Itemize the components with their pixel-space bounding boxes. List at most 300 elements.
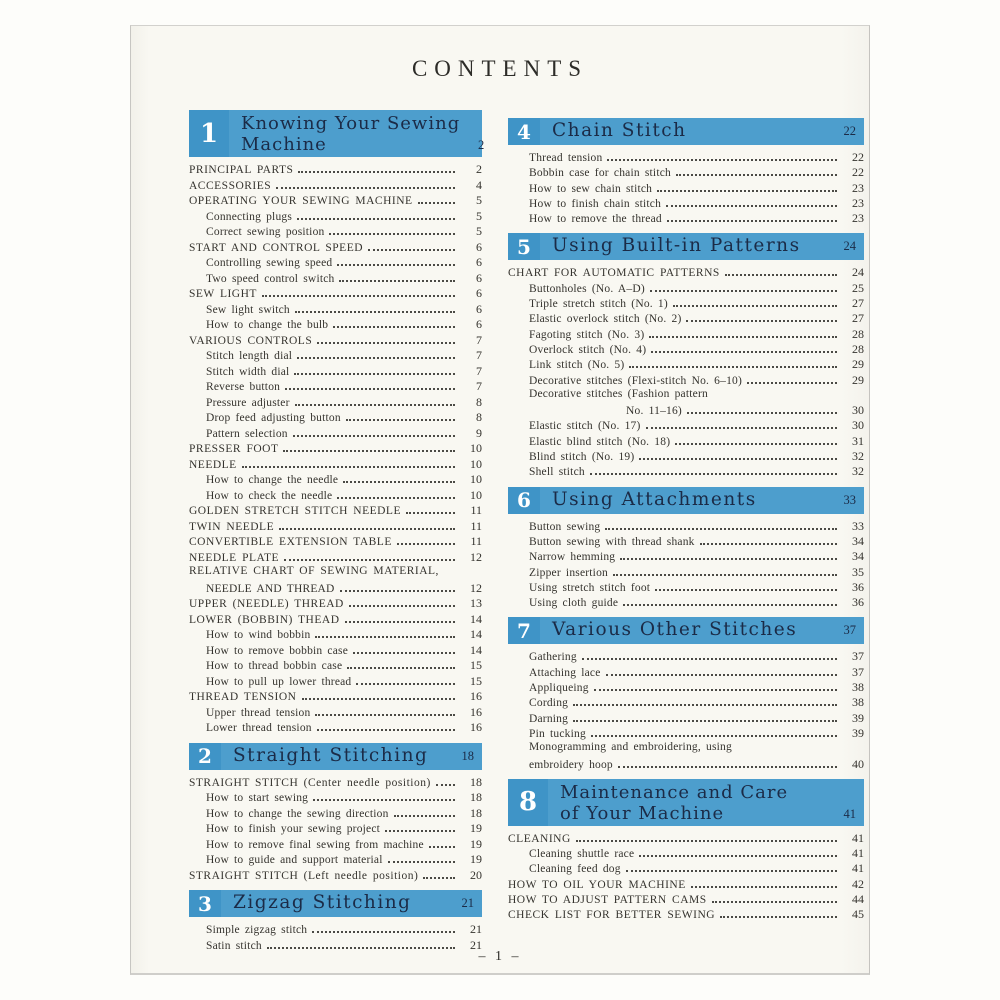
toc-entry-row bbox=[189, 333, 482, 349]
toc-entry-row bbox=[189, 790, 482, 806]
toc-entry-label: GOLDEN STRETCH STITCH NEEDLE bbox=[189, 505, 401, 517]
toc-entry-row bbox=[508, 196, 864, 211]
toc-entry-page: 10 bbox=[470, 472, 482, 486]
toc-section bbox=[508, 233, 864, 479]
toc-entry-label: Upper thread tension bbox=[206, 706, 311, 719]
section-header-bar bbox=[189, 743, 482, 770]
toc-entry-page: 23 bbox=[852, 211, 864, 226]
dot-leader bbox=[655, 589, 837, 591]
section-entries bbox=[189, 162, 482, 736]
section-entries bbox=[508, 831, 864, 923]
toc-entry-label: Pressure adjuster bbox=[206, 396, 290, 409]
section-title: Straight Stitching bbox=[233, 744, 429, 766]
toc-entry-label: NEEDLE PLATE bbox=[189, 551, 280, 564]
toc-entry-page: 7 bbox=[476, 363, 482, 378]
toc-entry-page: 16 bbox=[470, 720, 482, 734]
toc-section bbox=[189, 110, 485, 736]
dot-leader bbox=[345, 621, 456, 623]
section-page-number: 37 bbox=[843, 623, 856, 638]
dot-leader bbox=[594, 689, 837, 691]
toc-entry-row bbox=[189, 775, 482, 791]
toc-section bbox=[508, 779, 864, 923]
dot-leader bbox=[295, 311, 455, 313]
toc-entry-row bbox=[508, 680, 864, 695]
section-page-number: 18 bbox=[461, 748, 474, 763]
dot-leader bbox=[712, 901, 837, 903]
toc-entry-label: How to finish chain stitch bbox=[529, 197, 662, 210]
toc-entry-row bbox=[508, 695, 864, 710]
toc-entry-row bbox=[508, 265, 864, 280]
toc-entry-row bbox=[508, 418, 864, 433]
toc-entry-row bbox=[189, 565, 482, 581]
toc-entry-label: LOWER (BOBBIN) THEAD bbox=[189, 613, 340, 626]
toc-entry-label: Appliqueing bbox=[529, 682, 589, 695]
toc-entry-page: 18 bbox=[470, 790, 482, 804]
toc-entry-page: 40 bbox=[852, 756, 864, 771]
toc-section bbox=[189, 743, 482, 884]
dot-leader bbox=[346, 419, 455, 421]
dot-leader bbox=[650, 290, 837, 292]
dot-leader bbox=[368, 249, 455, 251]
dot-leader bbox=[591, 735, 837, 737]
toc-entry-label: Button sewing bbox=[529, 520, 601, 533]
toc-entry-label: Decorative stitches (Flexi-stitch No. 6–10) bbox=[529, 374, 743, 387]
section-entries bbox=[189, 775, 482, 884]
section-number-badge: 2 bbox=[189, 743, 221, 770]
toc-entry-page: 9 bbox=[476, 425, 482, 440]
toc-entry-label: Fagoting stitch (No. 3) bbox=[529, 328, 645, 341]
toc-entry-row bbox=[189, 441, 482, 457]
toc-entry-row bbox=[508, 861, 864, 876]
toc-entry-label: PRESSER FOOT bbox=[189, 443, 279, 455]
toc-entry-row bbox=[508, 388, 864, 403]
section-title: Chain Stitch bbox=[552, 120, 687, 141]
toc-entry-page: 23 bbox=[852, 180, 864, 195]
section-header-bar bbox=[189, 890, 482, 917]
toc-entry-page: 35 bbox=[852, 564, 864, 579]
dot-leader bbox=[297, 357, 455, 359]
dot-leader bbox=[686, 320, 837, 322]
section-header-bar bbox=[508, 118, 864, 145]
section-header-bar bbox=[189, 110, 485, 157]
toc-entry-page: 22 bbox=[852, 165, 864, 180]
section-number-badge: 3 bbox=[189, 890, 221, 917]
toc-column-right bbox=[508, 118, 864, 923]
toc-entry-page: 5 bbox=[476, 208, 482, 223]
toc-entry-row bbox=[508, 907, 864, 922]
toc-entry-label: STRAIGHT STITCH (Center needle position) bbox=[189, 776, 431, 789]
toc-entry-row bbox=[189, 550, 482, 566]
toc-entry-label: Elastic overlock stitch (No. 2) bbox=[529, 313, 682, 326]
toc-section bbox=[508, 617, 864, 771]
toc-entry-label: How to remove final sewing from machine bbox=[206, 838, 424, 851]
section-number-badge: 8 bbox=[508, 779, 548, 826]
toc-entry-label: Correct sewing position bbox=[206, 226, 325, 238]
toc-entry-page: 23 bbox=[852, 195, 864, 210]
toc-entry-label: Overlock stitch (No. 4) bbox=[529, 343, 647, 356]
toc-entry-page: 6 bbox=[476, 239, 482, 254]
toc-entry-row bbox=[189, 193, 482, 209]
toc-entry-label: Drop feed adjusting button bbox=[206, 412, 341, 424]
toc-entry-page: 6 bbox=[476, 270, 482, 285]
toc-entry-page: 18 bbox=[470, 774, 482, 789]
toc-entry-row bbox=[508, 373, 864, 388]
dot-leader bbox=[333, 326, 455, 328]
toc-entry-page: 38 bbox=[852, 695, 864, 710]
toc-entry-label: Decorative stitches (Fashion pattern bbox=[529, 387, 708, 400]
toc-entry-page: 12 bbox=[470, 580, 482, 595]
toc-entry-page: 10 bbox=[470, 487, 482, 502]
toc-entry-row bbox=[508, 846, 864, 861]
dot-leader bbox=[284, 559, 455, 561]
toc-entry-label: Simple zigzag stitch bbox=[206, 924, 308, 936]
toc-entry-row bbox=[189, 162, 482, 178]
dot-leader bbox=[317, 729, 455, 731]
toc-entry-row bbox=[189, 317, 482, 333]
toc-entry-row bbox=[189, 596, 482, 612]
toc-entry-page: 30 bbox=[852, 418, 864, 433]
dot-leader bbox=[285, 388, 455, 390]
toc-entry-page: 14 bbox=[470, 627, 482, 641]
toc-entry-label: Gathering bbox=[529, 651, 577, 664]
toc-entry-label: Link stitch (No. 5) bbox=[529, 359, 625, 372]
toc-entry-label: CHART FOR AUTOMATIC PATTERNS bbox=[508, 267, 720, 280]
toc-entry-label: Thread tension bbox=[529, 152, 603, 164]
dot-leader bbox=[657, 190, 837, 192]
dot-leader bbox=[649, 336, 837, 338]
dot-leader bbox=[279, 528, 455, 530]
toc-entry-page: 20 bbox=[470, 867, 482, 882]
toc-entry-row bbox=[189, 852, 482, 868]
toc-section bbox=[508, 118, 864, 226]
dot-leader bbox=[747, 382, 837, 384]
section-title: Using Built-in Patterns bbox=[552, 235, 801, 257]
toc-entry-row bbox=[508, 549, 864, 564]
toc-entry-label: STRAIGHT STITCH (Left needle position) bbox=[189, 869, 419, 882]
dot-leader bbox=[315, 636, 455, 638]
dot-leader bbox=[298, 171, 455, 173]
toc-entry-row bbox=[508, 211, 864, 226]
toc-entry-label: NEEDLE bbox=[189, 458, 237, 471]
section-title: Knowing Your Sewing Machine bbox=[241, 113, 461, 155]
toc-entry-row bbox=[189, 658, 482, 674]
toc-entry-label: How to change the bulb bbox=[206, 319, 329, 331]
dot-leader bbox=[423, 877, 455, 879]
toc-entry-label: Buttonholes (No. A–D) bbox=[529, 282, 645, 295]
section-page-number: 33 bbox=[843, 492, 856, 507]
toc-entry-row bbox=[189, 503, 482, 519]
dot-leader bbox=[349, 605, 455, 607]
toc-entry-row bbox=[508, 150, 864, 165]
toc-entry-label: Elastic stitch (No. 17) bbox=[529, 420, 641, 433]
toc-entry-label: Narrow hemming bbox=[529, 551, 616, 564]
toc-entry-label: THREAD TENSION bbox=[189, 691, 297, 703]
toc-entry-page: 31 bbox=[852, 433, 864, 448]
toc-section bbox=[508, 487, 864, 611]
toc-entry-page: 19 bbox=[470, 852, 482, 866]
toc-entry-row bbox=[508, 342, 864, 357]
document-page bbox=[130, 25, 870, 975]
toc-entry-page: 27 bbox=[852, 296, 864, 311]
toc-entry-page: 16 bbox=[470, 704, 482, 719]
toc-entry-page: 16 bbox=[470, 689, 482, 703]
dot-leader bbox=[343, 481, 455, 483]
toc-entry-page: 29 bbox=[852, 357, 864, 372]
dot-leader bbox=[720, 916, 837, 918]
dot-leader bbox=[613, 574, 837, 576]
toc-entry-label: Pin tucking bbox=[529, 727, 586, 740]
dot-leader bbox=[312, 931, 455, 933]
dot-leader bbox=[356, 683, 455, 685]
dot-leader bbox=[337, 264, 455, 266]
toc-entry-row bbox=[189, 240, 482, 256]
dot-leader bbox=[582, 658, 837, 660]
toc-entry-page: 8 bbox=[476, 394, 482, 409]
toc-entry-row bbox=[508, 565, 864, 580]
toc-entry-row bbox=[189, 348, 482, 364]
dot-leader bbox=[302, 698, 456, 700]
toc-entry-row bbox=[508, 327, 864, 342]
dot-leader bbox=[329, 233, 455, 235]
section-number-badge: 6 bbox=[508, 487, 540, 514]
toc-entry-row bbox=[189, 837, 482, 853]
toc-entry-page: 34 bbox=[852, 533, 864, 548]
toc-entry-page: 37 bbox=[852, 649, 864, 664]
toc-entry-row bbox=[189, 720, 482, 736]
toc-entry-label: CHECK LIST FOR BETTER SEWING bbox=[508, 909, 716, 922]
dot-leader bbox=[676, 174, 837, 176]
toc-entry-page: 2 bbox=[476, 162, 482, 176]
toc-entry-page: 7 bbox=[476, 332, 482, 347]
toc-entry-row bbox=[189, 209, 482, 225]
dot-leader bbox=[340, 590, 455, 592]
toc-entry-label: ACCESSORIES bbox=[189, 179, 272, 192]
toc-entry-page: 45 bbox=[852, 907, 864, 922]
section-number-badge: 1 bbox=[189, 110, 229, 157]
toc-entry-label: Monogramming and embroidering, using bbox=[529, 741, 732, 754]
toc-entry-label: How to change the sewing direction bbox=[206, 807, 389, 820]
dot-leader bbox=[606, 674, 837, 676]
toc-entry-page: 36 bbox=[852, 595, 864, 610]
contents-title: CONTENTS bbox=[411, 56, 589, 81]
toc-entry-row bbox=[508, 181, 864, 196]
toc-entry-label: VARIOUS CONTROLS bbox=[189, 334, 313, 347]
toc-entry-row bbox=[508, 877, 864, 892]
toc-entry-row bbox=[189, 457, 482, 473]
toc-entry-page: 25 bbox=[852, 280, 864, 295]
toc-entry-label: No. 11–16) bbox=[626, 405, 682, 418]
toc-entry-page: 6 bbox=[476, 301, 482, 316]
toc-entry-page: 21 bbox=[470, 922, 482, 936]
dot-leader bbox=[725, 274, 837, 276]
toc-entry-label: CLEANING bbox=[508, 832, 571, 845]
toc-entry-row bbox=[189, 379, 482, 395]
toc-entry-label: Darning bbox=[529, 712, 569, 725]
dot-leader bbox=[436, 784, 455, 786]
toc-entry-page: 33 bbox=[852, 518, 864, 533]
toc-entry-page: 38 bbox=[852, 680, 864, 695]
toc-entry-row bbox=[508, 534, 864, 549]
dot-leader bbox=[394, 815, 455, 817]
toc-entry-page: 27 bbox=[852, 311, 864, 326]
toc-entry-label: How to start sewing bbox=[206, 792, 309, 804]
toc-entry-page: 28 bbox=[852, 326, 864, 341]
dot-leader bbox=[397, 543, 455, 545]
toc-entry-row bbox=[189, 627, 482, 643]
toc-entry-page: 22 bbox=[852, 150, 864, 164]
toc-entry-label: Satin stitch bbox=[206, 939, 262, 952]
toc-entry-page: 24 bbox=[852, 265, 864, 280]
toc-entry-page: 10 bbox=[470, 456, 482, 471]
toc-entry-label: HOW TO OIL YOUR MACHINE bbox=[508, 878, 686, 891]
toc-entry-label: How to wind bobbin bbox=[206, 629, 311, 641]
toc-entry-row bbox=[508, 165, 864, 180]
toc-entry-row bbox=[189, 302, 482, 318]
toc-entry-page: 15 bbox=[470, 673, 482, 688]
dot-leader bbox=[388, 861, 455, 863]
toc-entry-row bbox=[189, 271, 482, 287]
toc-entry-label: How to sew chain stitch bbox=[529, 182, 653, 195]
section-title: Various Other Stitches bbox=[552, 619, 798, 641]
toc-entry-label: Controlling sewing speed bbox=[206, 257, 333, 269]
dot-leader bbox=[418, 202, 455, 204]
toc-entry-row bbox=[189, 612, 482, 628]
dot-leader bbox=[639, 855, 837, 857]
toc-entry-label: Zipper insertion bbox=[529, 566, 608, 579]
section-number-badge: 7 bbox=[508, 617, 540, 644]
dot-leader bbox=[353, 652, 455, 654]
section-entries bbox=[508, 649, 864, 771]
toc-entry-label: Shell stitch bbox=[529, 466, 585, 479]
toc-entry-page: 41 bbox=[852, 846, 864, 861]
toc-entry-page: 5 bbox=[476, 224, 482, 238]
toc-entry-page: 6 bbox=[476, 255, 482, 269]
dot-leader bbox=[687, 412, 837, 414]
section-title: Zigzag Stitching bbox=[233, 892, 412, 913]
toc-entry-row bbox=[508, 464, 864, 479]
toc-entry-row bbox=[189, 581, 482, 597]
dot-leader bbox=[313, 799, 455, 801]
toc-entry-row bbox=[189, 643, 482, 659]
dot-leader bbox=[639, 458, 837, 460]
dot-leader bbox=[385, 830, 455, 832]
toc-entry-row bbox=[189, 705, 482, 721]
toc-entry-label: Two speed control switch bbox=[206, 272, 335, 285]
toc-entry-page: 28 bbox=[852, 341, 864, 356]
dot-leader bbox=[629, 366, 837, 368]
dot-leader bbox=[700, 543, 837, 545]
toc-entry-page: 37 bbox=[852, 664, 864, 679]
toc-entry-row bbox=[508, 649, 864, 664]
dot-leader bbox=[623, 604, 837, 606]
toc-entry-row bbox=[189, 364, 482, 380]
dot-leader bbox=[691, 886, 837, 888]
toc-entry-page: 30 bbox=[852, 403, 864, 418]
dot-leader bbox=[620, 558, 837, 560]
toc-entry-label: Cording bbox=[529, 697, 569, 710]
section-page-number: 21 bbox=[461, 896, 474, 910]
toc-entry-row bbox=[508, 281, 864, 296]
toc-entry-page: 29 bbox=[852, 372, 864, 387]
dot-leader bbox=[576, 840, 837, 842]
section-page-number: 24 bbox=[843, 239, 856, 254]
dot-leader bbox=[590, 473, 837, 475]
toc-entry-label: TWIN NEEDLE bbox=[189, 520, 275, 533]
toc-entry-row bbox=[189, 922, 482, 938]
section-entries bbox=[508, 265, 864, 479]
dot-leader bbox=[339, 280, 455, 282]
dot-leader bbox=[315, 714, 455, 716]
toc-entry-row bbox=[508, 434, 864, 449]
toc-entry-page: 14 bbox=[470, 611, 482, 626]
toc-entry-page: 6 bbox=[476, 286, 482, 300]
dot-leader bbox=[294, 373, 455, 375]
section-header-bar bbox=[508, 233, 864, 260]
toc-entry-row bbox=[189, 689, 482, 705]
toc-entry-row bbox=[508, 665, 864, 680]
toc-entry-label: Cleaning feed dog bbox=[529, 863, 621, 876]
toc-entry-row bbox=[189, 426, 482, 442]
toc-entry-row bbox=[189, 519, 482, 535]
toc-entry-row bbox=[189, 178, 482, 194]
toc-entry-label: How to thread bobbin case bbox=[206, 660, 343, 672]
dot-leader bbox=[673, 305, 837, 307]
toc-entry-page: 41 bbox=[852, 861, 864, 876]
toc-entry-row bbox=[189, 806, 482, 822]
toc-entry-page: 39 bbox=[852, 710, 864, 725]
dot-leader bbox=[242, 466, 455, 468]
toc-entry-row bbox=[508, 311, 864, 326]
toc-entry-page: 12 bbox=[470, 549, 482, 564]
toc-entry-row bbox=[189, 674, 482, 690]
section-header-bar bbox=[508, 487, 864, 514]
dot-leader bbox=[283, 450, 455, 452]
dot-leader bbox=[618, 766, 837, 768]
toc-entry-label: How to change the needle bbox=[206, 474, 339, 486]
toc-entry-label: embroidery hoop bbox=[529, 758, 613, 771]
toc-entry-page: 42 bbox=[852, 876, 864, 891]
toc-entry-page: 4 bbox=[476, 177, 482, 192]
toc-entry-label: SEW LIGHT bbox=[189, 288, 257, 300]
toc-entry-page: 18 bbox=[470, 805, 482, 820]
toc-entry-row bbox=[508, 757, 864, 772]
toc-entry-label: OPERATING YOUR SEWING MACHINE bbox=[189, 195, 413, 207]
toc-entry-page: 7 bbox=[476, 348, 482, 362]
toc-entry-page: 21 bbox=[470, 937, 482, 952]
toc-entry-page: 11 bbox=[470, 534, 482, 548]
toc-entry-row bbox=[508, 831, 864, 846]
toc-entry-label: NEEDLE AND THREAD bbox=[206, 582, 335, 595]
dot-leader bbox=[337, 497, 455, 499]
toc-entry-page: 15 bbox=[470, 658, 482, 672]
dot-leader bbox=[429, 846, 455, 848]
page-footer-number: – 1 – bbox=[478, 949, 522, 964]
dot-leader bbox=[347, 667, 455, 669]
dot-leader bbox=[626, 870, 837, 872]
toc-entry-row bbox=[189, 472, 482, 488]
toc-entry-page: 19 bbox=[470, 836, 482, 851]
toc-entry-page: 39 bbox=[852, 725, 864, 740]
section-page-number: 2 bbox=[477, 138, 485, 152]
dot-leader bbox=[573, 704, 837, 706]
dot-leader bbox=[675, 443, 837, 445]
dot-leader bbox=[293, 435, 455, 437]
dot-leader bbox=[646, 427, 837, 429]
toc-entry-row bbox=[508, 595, 864, 610]
toc-entry-page: 34 bbox=[852, 549, 864, 564]
section-header-bar bbox=[508, 779, 864, 826]
toc-entry-page: 7 bbox=[476, 379, 482, 393]
